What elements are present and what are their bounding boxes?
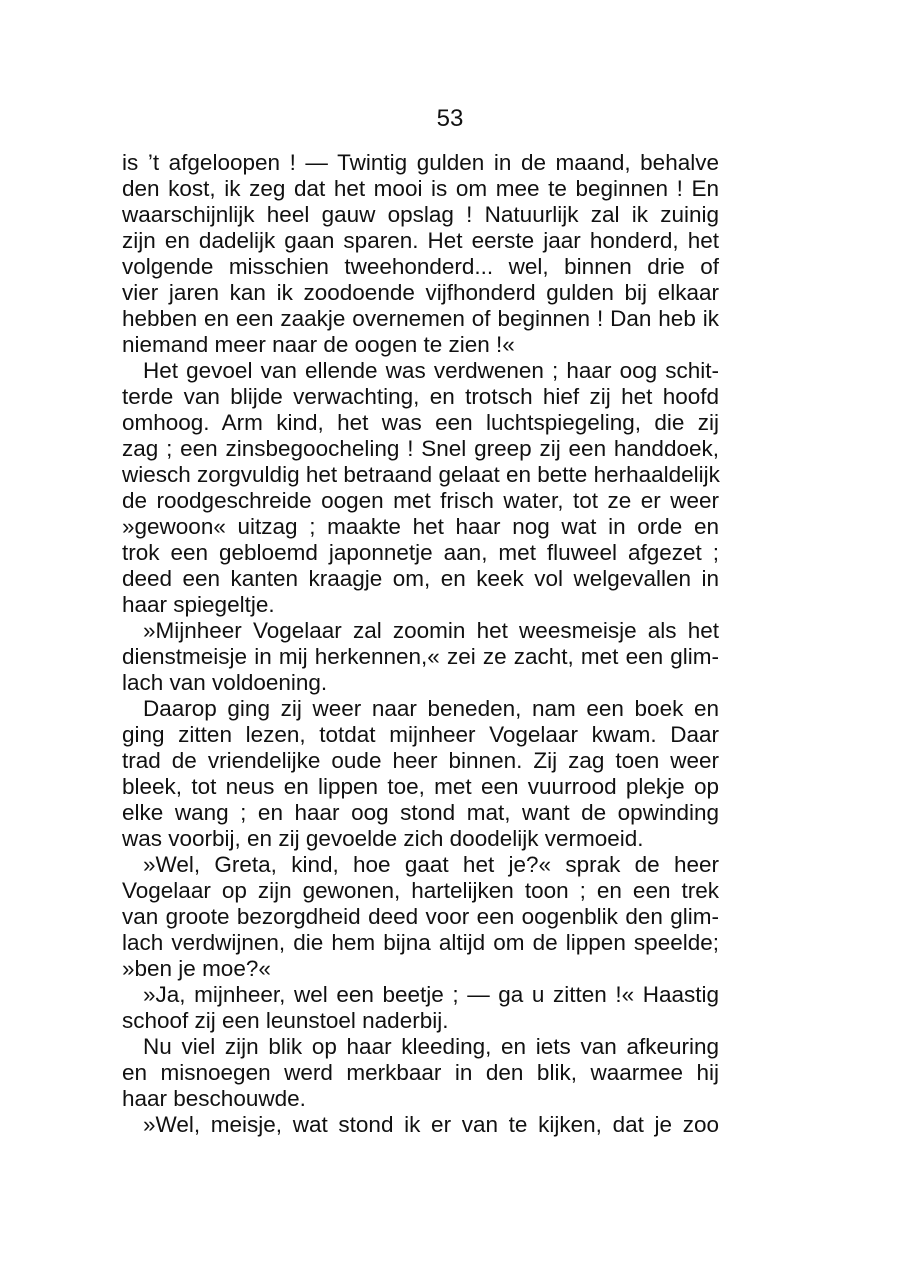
text-line: niemand meer naar de oogen te zien !« <box>122 332 515 357</box>
text-line: vier jaren kan ik zoodoende vijfhonderd gulden bij elkaar <box>122 280 719 305</box>
text-line: Vogelaar op zijn gewonen, hartelijken toon ; en een trek <box>122 878 719 903</box>
text-line: trad de vriendelijke oude heer binnen. Zij zag toen weer <box>122 748 719 773</box>
text-line: lach van voldoening. <box>122 670 328 695</box>
text-line: den kost, ik zeg dat het mooi is om mee te beginnen ! En <box>122 176 719 201</box>
text-line: haar spiegeltje. <box>122 592 275 617</box>
text-line: wiesch zorgvuldig het betraand gelaat en bette herhaaldelijk <box>122 462 720 487</box>
text-line: Daarop ging zij weer naar beneden, nam een boek en <box>143 696 719 721</box>
text-line: haar beschouwde. <box>122 1086 306 1111</box>
text-line: en misnoegen werd merkbaar in den blik, waarmee hij <box>122 1060 719 1085</box>
text-line: de roodgeschreide oogen met frisch water, tot ze er weer <box>122 488 719 513</box>
text-line: zag ; een zinsbegoocheling ! Snel greep zij een handdoek, <box>122 436 719 461</box>
text-line: »ben je moe?« <box>122 956 271 981</box>
text-line: bleek, tot neus en lippen toe, met een vuurrood plekje op <box>122 774 719 799</box>
text-line: »gewoon« uitzag ; maakte het haar nog wat in orde en <box>122 514 719 539</box>
text-line: Nu viel zijn blik op haar kleeding, en iets van afkeuring <box>143 1034 719 1059</box>
text-line: is ’t afgeloopen ! — Twintig gulden in de maand, behalve <box>122 150 719 175</box>
text-line: »Ja, mijnheer, wel een beetje ; — ga u zitten !« Haastig <box>143 982 719 1007</box>
text-line: »Wel, meisje, wat stond ik er van te kijken, dat je zoo <box>143 1112 719 1137</box>
text-line: trok een gebloemd japonnetje aan, met fluweel afgezet ; <box>122 540 719 565</box>
text-line: lach verdwijnen, die hem bijna altijd om de lippen speelde; <box>122 930 719 955</box>
text-line: omhoog. Arm kind, het was een luchtspiegeling, die zij <box>122 410 719 435</box>
text-line: hebben en een zaakje overnemen of beginnen ! Dan heb ik <box>122 306 719 331</box>
text-line: dienstmeisje in mij herkennen,« zei ze zacht, met een glim- <box>122 644 719 669</box>
text-line: schoof zij een leunstoel naderbij. <box>122 1008 449 1033</box>
text-line: zijn en dadelijk gaan sparen. Het eerste jaar honderd, het <box>122 228 719 253</box>
text-line: elke wang ; en haar oog stond mat, want de opwinding <box>122 800 719 825</box>
text-line: deed een kanten kraagje om, en keek vol welgevallen in <box>122 566 719 591</box>
text-line: »Wel, Greta, kind, hoe gaat het je?« sprak de heer <box>143 852 719 877</box>
text-line: »Mijnheer Vogelaar zal zoomin het weesmeisje als het <box>143 618 719 643</box>
text-line: Het gevoel van ellende was verdwenen ; haar oog schit- <box>143 358 719 383</box>
text-line: was voorbij, en zij gevoelde zich doodelijk vermoeid. <box>122 826 644 851</box>
page-number: 53 <box>436 105 464 132</box>
text-line: ging zitten lezen, totdat mijnheer Vogelaar kwam. Daar <box>122 722 719 747</box>
text-line: waarschijnlijk heel gauw opslag ! Natuurlijk zal ik zuinig <box>122 202 719 227</box>
text-line: terde van blijde verwachting, en trotsch hief zij het hoofd <box>122 384 719 409</box>
text-line: van groote bezorgdheid deed voor een oogenblik den glim- <box>122 904 719 929</box>
text-line: volgende misschien tweehonderd... wel, binnen drie of <box>122 254 719 279</box>
